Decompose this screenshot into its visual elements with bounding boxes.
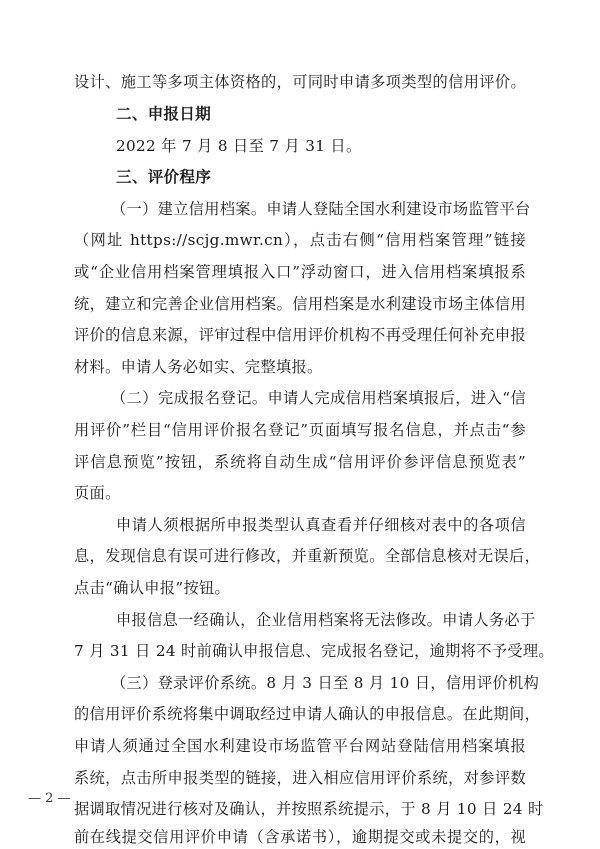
text-line: （三）登录评价系统。8 月 3 日至 8 月 10 日，信用评价机构 [111,674,540,692]
text-line: 统，建立和完善企业信用档案。信用档案是水利建设市场主体信用 [74,295,526,313]
page-number: — 2 — [28,791,71,806]
text-line: 点击“确认申报”按钮。 [74,579,231,597]
text-line: （网址 https://scjg.mwr.cn），点击右侧“信用档案管理”链接 [74,231,526,249]
text-line: （二）完成报名登记。申请人完成信用档案填报后，进入“信 [111,389,526,407]
text-line: 用评价”栏目“信用评价报名登记”页面填写报名信息，并点击“参 [74,421,526,439]
section-heading: 三、评价程序 [116,168,212,186]
text-line: 据调取情况进行核对及确认，并按照系统提示，于 8 月 10 日 24 时 [74,800,544,818]
text-line: 7 月 31 日 24 时前确认申报信息、完成报名登记，逾期将不予受理。 [74,642,554,660]
section-heading: 二、申报日期 [116,105,212,123]
text-line: 设计、施工等多项主体资格的，可同时申请多项类型的信用评价。 [74,73,526,91]
text-line: 评信息预览”按钮，系统将自动生成“信用评价参评信息预览表” [74,453,526,471]
text-line: 息，发现信息有误可进行修改，并重新预览。全部信息核对无误后， [74,547,541,565]
text-line: 材料。申请人务必如实、完整填报。 [74,358,323,376]
text-line: 申请人须根据所申报类型认真查看并仔细核对表中的各项信 [116,516,526,534]
text-line: 前在线提交信用评价申请（含承诺书），逾期提交或未提交的，视 [74,828,526,846]
text-line: 的信用评价系统将集中调取经过申请人确认的申报信息。在此期间， [74,705,541,723]
text-line: 申请人须通过全国水利建设市场监管平台网站登陆信用档案填报 [74,737,526,755]
text-line: 系统，点击所申报类型的链接，进入相应信用评价系统，对参评数 [74,769,526,787]
text-line: 页面。 [74,484,121,502]
text-line: 2022 年 7 月 8 日至 7 月 31 日。 [116,137,362,155]
text-line: 申报信息一经确认，企业信用档案将无法修改。申请人务必于 [116,611,536,629]
text-line: 评价的信息来源，评审过程中信用评价机构不再受理任何补充申报 [74,326,526,344]
text-line: （一）建立信用档案。申请人登陆全国水利建设市场监管平台 [111,200,531,218]
text-line: 或“企业信用档案管理填报入口”浮动窗口，进入信用档案填报系 [74,263,526,281]
